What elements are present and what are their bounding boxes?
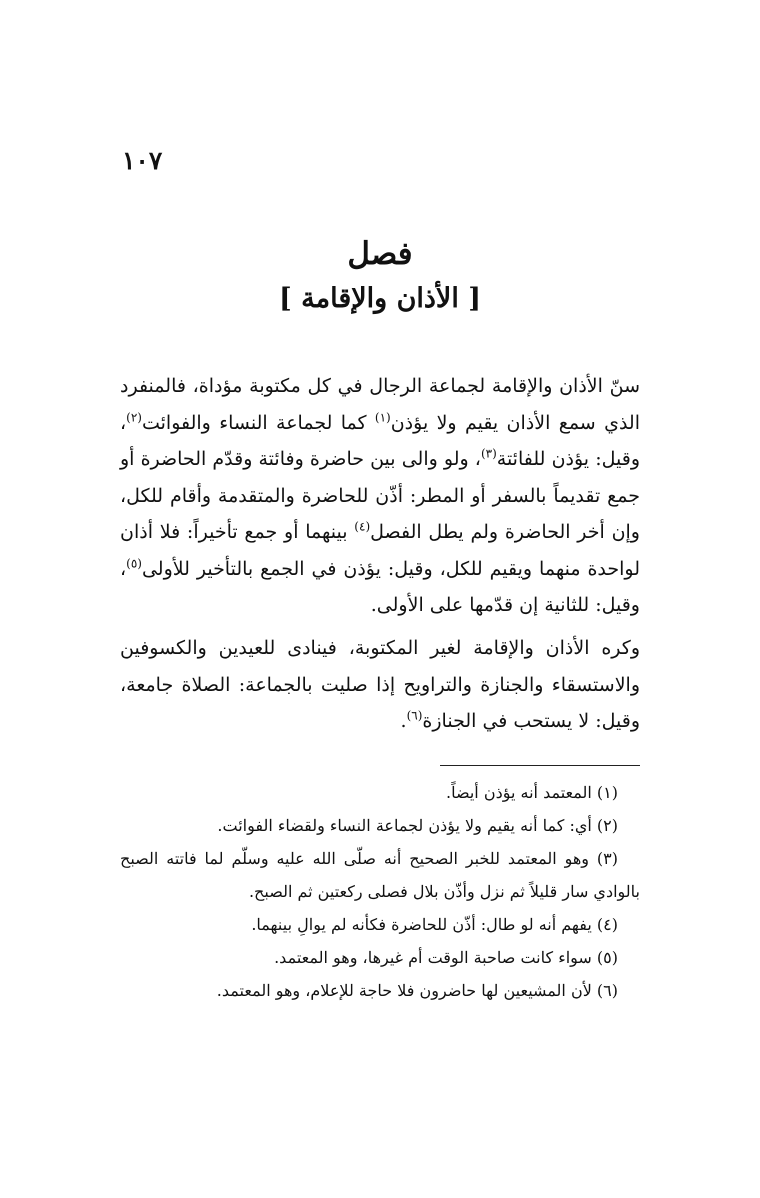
footnote-ref-3: (٣)	[480, 446, 497, 461]
paragraph-text: ، ولو والى بين حاضرة وفائتة وقدّم الحاضرة أو جمع تقديماً بالسفر أو المطر: أذّن للحاضرة والمتقدمة وأقام للكل، وإن أخر الحاضرة ولم يطل الفصل	[120, 448, 640, 543]
paragraph-text: سنّ الأذان والإقامة لجماعة الرجال في كل مكتوبة مؤداة، فالمنفرد الذي سمع الأذان يقيم ولا يؤذن	[120, 375, 640, 434]
footnote-divider	[440, 765, 640, 766]
page-number: ١٠٧	[122, 146, 163, 175]
main-paragraph-1	[120, 368, 640, 624]
footnotes-section	[120, 776, 640, 1007]
paragraph-text: كما لجماعة النساء والفوائت	[141, 411, 375, 434]
footnote-ref-6: (٦)	[406, 708, 423, 723]
main-paragraph-2	[120, 630, 640, 740]
footnote-1: (١) المعتمد أنه يؤذن أيضاً.	[446, 783, 618, 802]
footnote-5: (٥) سواء كانت صاحبة الوقت أم غيرها، وهو المعتمد.	[274, 948, 618, 967]
footnote-ref-4: (٤)	[354, 519, 371, 534]
footnote-3: (٣) وهو المعتمد للخبر الصحيح أنه صلّى الله عليه وسلّم لما فاتته الصبح بالوادي سار قليلاً ثم نزل وأذّن بلال فصلى ركعتين ثم الصبح.	[120, 849, 640, 901]
paragraph-text: بينهما أو جمع تأخيراً: فلا أذان لواحدة منهما ويقيم للكل، وقيل: يؤذن في الجمع بالتأخير للأولى	[120, 521, 640, 580]
footnote-6: (٦) لأن المشيعين لها حاضرون فلا حاجة للإعلام، وهو المعتمد.	[216, 981, 618, 1000]
footnote-2: (٢) أي: كما أنه يقيم ولا يؤذن لجماعة النساء ولقضاء الفوائت.	[217, 816, 618, 835]
section-title: [ الأذان والإقامة ]	[278, 283, 481, 314]
paragraph-text: وكره الأذان والإقامة لغير المكتوبة، فينادى للعيدين والكسوفين والاستسقاء والجنازة والتراويح إذا صليت بالجماعة: الصلاة جامعة، وقيل: لا يستحب في الجنازة	[120, 637, 640, 732]
footnote-ref-1: (١)	[374, 410, 391, 425]
footnote-4: (٤) يفهم أنه لو طال: أذّن للحاضرة فكأنه لم يوالِ بينهما.	[251, 915, 618, 934]
footnote-ref-5: (٥)	[126, 556, 142, 571]
paragraph-text: ، وقيل: يؤذن للفائتة	[120, 411, 640, 470]
paragraph-text: ، وقيل: للثانية إن قدّمها على الأولى.	[120, 557, 640, 616]
footnote-ref-2: (٢)	[126, 410, 142, 425]
paragraph-text: .	[400, 710, 407, 732]
chapter-title: فصل	[347, 236, 413, 272]
